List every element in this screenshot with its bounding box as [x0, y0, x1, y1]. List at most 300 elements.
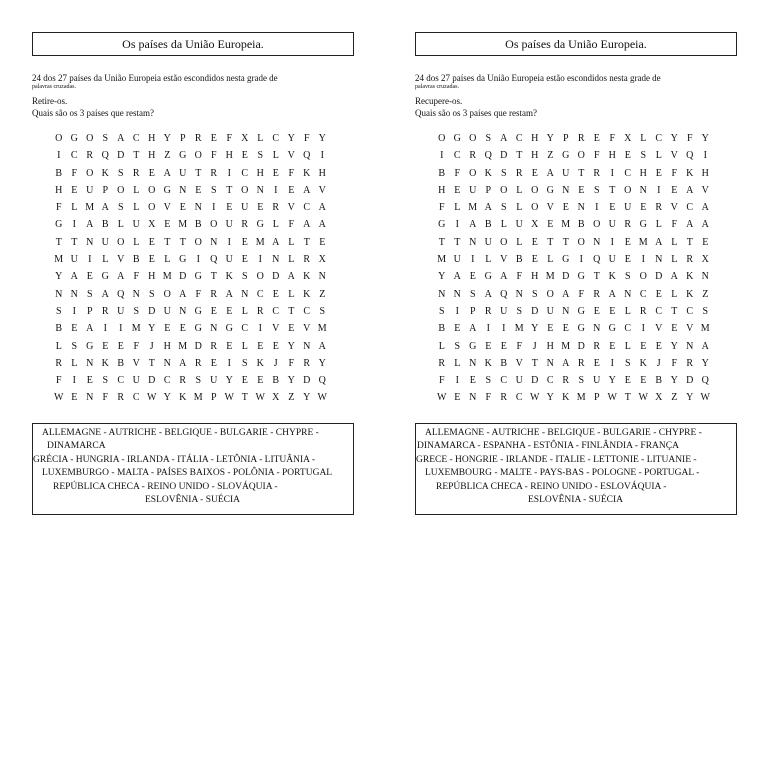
grid-cell: K: [484, 167, 492, 179]
grid-cell: F: [593, 150, 600, 162]
grid-row: [434, 254, 737, 271]
grid-cell: B: [438, 167, 446, 179]
grid-cell: M: [514, 323, 524, 335]
grid-cell: N: [194, 202, 202, 214]
grid-cell: P: [485, 184, 492, 196]
grid-cell: S: [117, 167, 124, 179]
grid-cell: N: [453, 288, 461, 300]
grid-cell: L: [133, 184, 140, 196]
grid-cell: A: [655, 236, 663, 248]
grid-cell: L: [547, 254, 554, 266]
word-list-line: LUXEMBURGO - MALTA - PAÍSES BAIXOS - POLÔNIA - PORTUGAL: [42, 468, 333, 479]
grid-cell: T: [55, 236, 62, 248]
grid-row: [51, 375, 354, 392]
grid-cell: R: [179, 375, 187, 387]
grid-row: [434, 150, 737, 167]
grid-cell: E: [531, 236, 538, 248]
grid-cell: E: [241, 375, 248, 387]
grid-cell: U: [515, 219, 523, 231]
grid-cell: E: [578, 184, 585, 196]
grid-cell: O: [577, 236, 585, 248]
grid-cell: S: [210, 184, 217, 196]
grid-cell: N: [469, 392, 477, 404]
grid-cell: R: [101, 305, 109, 317]
grid-cell: E: [272, 340, 279, 352]
grid-cell: E: [624, 236, 631, 248]
grid-cell: E: [164, 219, 171, 231]
grid-cell: E: [671, 184, 678, 196]
grid-cell: P: [102, 184, 109, 196]
grid-cell: A: [318, 340, 326, 352]
grid-cell: E: [702, 236, 709, 248]
grid-row: [51, 254, 354, 271]
grid-cell: L: [485, 254, 492, 266]
grid-cell: E: [226, 305, 233, 317]
grid-row: [51, 133, 354, 150]
grid-cell: C: [639, 288, 647, 300]
grid-cell: F: [516, 340, 523, 352]
grid-cell: C: [686, 305, 694, 317]
grid-cell: Y: [670, 340, 678, 352]
grid-cell: F: [485, 392, 492, 404]
word-list-line: REPÚBLICA CHECA - REINO UNIDO - SLOVÁQUIA -: [53, 481, 278, 492]
word-list-line: GRECE - HONGRIE - IRLANDE - ITALIE - LETTONIE - LITUANIE -: [416, 454, 697, 465]
grid-cell: V: [287, 202, 295, 214]
grid-cell: T: [547, 236, 554, 248]
grid-cell: C: [241, 167, 249, 179]
grid-cell: L: [288, 288, 295, 300]
grid-cell: L: [516, 184, 523, 196]
grid-cell: P: [469, 305, 476, 317]
grid-cell: R: [241, 219, 249, 231]
grid-row: [51, 358, 354, 375]
letter-grid: [51, 133, 354, 410]
grid-cell: H: [148, 150, 156, 162]
grid-row: [434, 185, 737, 202]
grid-cell: O: [639, 271, 647, 283]
grid-cell: Q: [593, 254, 601, 266]
grid-cell: O: [86, 167, 94, 179]
grid-cell: L: [671, 236, 678, 248]
grid-cell: B: [655, 375, 663, 387]
grid-cell: F: [195, 288, 202, 300]
grid-cell: P: [210, 392, 217, 404]
grid-cell: R: [210, 167, 218, 179]
grid-cell: T: [562, 236, 569, 248]
grid-cell: B: [484, 219, 492, 231]
grid-cell: U: [500, 305, 508, 317]
grid-cell: O: [117, 236, 125, 248]
grid-cell: I: [595, 202, 599, 214]
grid-row: [434, 202, 737, 219]
grid-cell: Z: [319, 288, 326, 300]
grid-cell: C: [686, 202, 694, 214]
grid-cell: M: [193, 392, 203, 404]
grid-cell: N: [562, 184, 570, 196]
grid-cell: Y: [670, 375, 678, 387]
grid-cell: U: [225, 254, 233, 266]
word-list-line: REPÚBLICA CHECA - REINO UNIDO - ESLOVÁQUIA -: [436, 481, 667, 492]
grid-cell: K: [303, 167, 311, 179]
grid-cell: S: [86, 288, 93, 300]
grid-cell: V: [701, 184, 709, 196]
grid-cell: I: [610, 167, 614, 179]
grid-cell: K: [639, 357, 647, 369]
grid-cell: L: [454, 202, 461, 214]
grid-cell: S: [640, 150, 647, 162]
grid-row: [434, 392, 737, 409]
grid-cell: C: [256, 288, 264, 300]
grid-cell: E: [195, 184, 202, 196]
grid-cell: P: [593, 392, 600, 404]
grid-cell: T: [179, 236, 186, 248]
grid-cell: R: [577, 357, 585, 369]
grid-cell: F: [438, 202, 445, 214]
word-list-line: DINAMARCA: [47, 441, 106, 452]
grid-cell: L: [71, 357, 78, 369]
grid-cell: R: [210, 288, 218, 300]
intro-text-small: palavras cruzadas.: [32, 84, 76, 90]
grid-cell: A: [179, 288, 187, 300]
grid-cell: R: [515, 167, 523, 179]
grid-cell: S: [500, 167, 507, 179]
grid-cell: E: [117, 340, 124, 352]
grid-cell: Y: [531, 323, 539, 335]
grid-cell: V: [163, 202, 171, 214]
grid-cell: I: [471, 254, 475, 266]
grid-cell: Z: [164, 150, 171, 162]
grid-cell: L: [516, 202, 523, 214]
grid-cell: A: [701, 340, 709, 352]
grid-cell: T: [593, 271, 600, 283]
grid-cell: E: [241, 150, 248, 162]
grid-cell: L: [241, 305, 248, 317]
grid-row: [434, 358, 737, 375]
grid-row: [434, 219, 737, 236]
grid-cell: M: [468, 202, 478, 214]
grid-cell: S: [71, 340, 78, 352]
grid-row: [51, 168, 354, 185]
grid-cell: G: [194, 271, 202, 283]
word-list: [415, 423, 737, 515]
grid-row: [51, 237, 354, 254]
grid-cell: G: [86, 340, 94, 352]
grid-cell: Y: [318, 133, 326, 144]
grid-cell: I: [610, 236, 614, 248]
grid-cell: L: [655, 150, 662, 162]
instruction-line-1: Recupere-os.: [415, 96, 463, 106]
grid-cell: G: [225, 323, 233, 335]
grid-cell: F: [288, 167, 295, 179]
grid-cell: I: [455, 375, 459, 387]
grid-cell: M: [545, 271, 555, 283]
grid-cell: F: [671, 167, 678, 179]
grid-row: [51, 185, 354, 202]
grid-cell: E: [500, 340, 507, 352]
grid-cell: F: [438, 375, 445, 387]
grid-cell: R: [593, 340, 601, 352]
grid-cell: Q: [101, 150, 109, 162]
grid-cell: Y: [287, 133, 295, 144]
grid-cell: I: [274, 184, 278, 196]
grid-cell: I: [486, 323, 490, 335]
grid-cell: G: [438, 219, 446, 231]
grid-cell: R: [272, 202, 280, 214]
grid-cell: E: [562, 323, 569, 335]
grid-cell: Q: [318, 375, 326, 387]
grid-cell: R: [624, 219, 632, 231]
grid-cell: I: [641, 323, 645, 335]
grid-row: [51, 219, 354, 236]
grid-cell: R: [469, 150, 477, 162]
grid-cell: Y: [701, 133, 709, 144]
grid-cell: E: [210, 357, 217, 369]
grid-cell: G: [608, 323, 616, 335]
grid-cell: J: [532, 340, 537, 352]
grid-cell: G: [453, 133, 461, 144]
grid-cell: G: [256, 219, 264, 231]
grid-cell: H: [639, 167, 647, 179]
grid-cell: Y: [148, 323, 156, 335]
intro-text: 24 dos 27 países da União Europeia estão escondidos nesta grade de: [415, 73, 661, 83]
grid-row: [434, 306, 737, 323]
grid-cell: A: [318, 202, 326, 214]
grid-cell: G: [194, 305, 202, 317]
grid-cell: U: [117, 305, 125, 317]
worksheet-title: Os países da União Europeia.: [32, 32, 354, 56]
grid-cell: Q: [500, 288, 508, 300]
grid-cell: I: [103, 323, 107, 335]
grid-cell: T: [686, 236, 693, 248]
grid-cell: O: [148, 184, 156, 196]
grid-cell: U: [469, 184, 477, 196]
grid-row: [434, 341, 737, 358]
intro-text: 24 dos 27 países da União Europeia estão escondidos nesta grade de: [32, 73, 278, 83]
grid-cell: W: [638, 392, 648, 404]
grid-cell: C: [515, 133, 523, 144]
grid-cell: T: [241, 392, 248, 404]
grid-row: [51, 306, 354, 323]
grid-cell: S: [319, 305, 326, 317]
grid-row: [434, 133, 737, 150]
grid-cell: A: [117, 271, 125, 283]
grid-cell: U: [179, 167, 187, 179]
grid-cell: A: [86, 219, 94, 231]
grid-cell: Y: [55, 271, 63, 283]
grid-cell: M: [85, 202, 95, 214]
grid-cell: W: [700, 392, 710, 404]
grid-cell: M: [131, 323, 141, 335]
letter-grid: [434, 133, 737, 410]
grid-cell: G: [469, 340, 477, 352]
grid-cell: E: [210, 133, 217, 144]
grid-cell: T: [288, 305, 295, 317]
grid-cell: U: [608, 219, 616, 231]
grid-cell: Y: [163, 392, 171, 404]
grid-cell: C: [132, 392, 140, 404]
grid-cell: V: [546, 202, 554, 214]
grid-cell: U: [225, 219, 233, 231]
grid-cell: L: [133, 236, 140, 248]
grid-cell: B: [272, 375, 280, 387]
grid-cell: G: [577, 305, 585, 317]
grid-cell: R: [686, 254, 694, 266]
grid-cell: L: [272, 150, 279, 162]
grid-cell: Y: [287, 375, 295, 387]
grid-cell: N: [86, 236, 94, 248]
grid-cell: K: [686, 288, 694, 300]
grid-cell: K: [608, 271, 616, 283]
grid-cell: B: [117, 357, 125, 369]
grid-cell: G: [562, 254, 570, 266]
grid-cell: N: [210, 236, 218, 248]
grid-cell: E: [71, 392, 78, 404]
grid-cell: A: [701, 219, 709, 231]
grid-cell: R: [500, 392, 508, 404]
grid-cell: I: [455, 219, 459, 231]
grid-cell: I: [455, 305, 459, 317]
grid-cell: E: [531, 167, 538, 179]
grid-row: [434, 168, 737, 185]
grid-row: [434, 289, 737, 306]
grid-cell: C: [624, 167, 632, 179]
grid-cell: D: [686, 375, 694, 387]
grid-cell: Y: [287, 340, 295, 352]
grid-cell: P: [86, 305, 93, 317]
grid-cell: O: [163, 288, 171, 300]
grid-cell: K: [101, 357, 109, 369]
grid-cell: I: [72, 375, 76, 387]
grid-cell: J: [656, 357, 661, 369]
grid-cell: L: [257, 133, 264, 144]
grid-cell: L: [272, 219, 279, 231]
grid-cell: Y: [225, 375, 233, 387]
grid-cell: R: [194, 133, 202, 144]
grid-cell: H: [531, 271, 539, 283]
grid-cell: A: [318, 219, 326, 231]
grid-cell: O: [55, 133, 63, 144]
grid-cell: R: [655, 202, 663, 214]
grid-cell: I: [641, 254, 645, 266]
grid-cell: A: [272, 236, 280, 248]
grid-cell: T: [133, 150, 140, 162]
grid-cell: H: [148, 133, 156, 144]
grid-cell: E: [624, 150, 631, 162]
grid-cell: G: [179, 150, 187, 162]
grid-cell: Z: [671, 392, 678, 404]
grid-cell: I: [88, 254, 92, 266]
grid-row: [51, 271, 354, 288]
grid-cell: E: [640, 202, 647, 214]
grid-cell: I: [196, 254, 200, 266]
grid-cell: T: [516, 150, 523, 162]
grid-cell: S: [55, 305, 62, 317]
grid-cell: N: [562, 305, 570, 317]
grid-cell: Q: [701, 375, 709, 387]
grid-cell: I: [227, 357, 231, 369]
grid-row: [51, 392, 354, 409]
grid-cell: E: [609, 340, 616, 352]
grid-cell: D: [148, 305, 156, 317]
grid-cell: S: [257, 150, 264, 162]
grid-cell: B: [515, 254, 523, 266]
grid-cell: E: [257, 340, 264, 352]
grid-cell: L: [288, 236, 295, 248]
grid-cell: M: [162, 271, 172, 283]
grid-cell: F: [516, 271, 523, 283]
grid-cell: S: [454, 340, 461, 352]
grid-cell: E: [547, 219, 554, 231]
grid-cell: H: [163, 340, 171, 352]
grid-cell: F: [454, 167, 461, 179]
grid-cell: L: [624, 305, 631, 317]
grid-cell: L: [164, 254, 171, 266]
grid-cell: B: [55, 167, 63, 179]
instructions: [415, 95, 737, 119]
grid-cell: N: [701, 271, 709, 283]
grid-cell: K: [686, 167, 694, 179]
intro-text-small: palavras cruzadas.: [415, 84, 459, 90]
grid-cell: M: [178, 219, 188, 231]
grid-cell: A: [453, 271, 461, 283]
grid-cell: G: [163, 184, 171, 196]
grid-cell: K: [256, 357, 264, 369]
grid-cell: M: [317, 323, 327, 335]
grid-cell: F: [55, 202, 62, 214]
grid-cell: O: [624, 184, 632, 196]
grid-cell: G: [70, 133, 78, 144]
grid-cell: R: [438, 357, 446, 369]
grid-cell: H: [148, 271, 156, 283]
grid-cell: F: [133, 271, 140, 283]
grid-cell: S: [117, 202, 124, 214]
grid-cell: E: [609, 305, 616, 317]
grid-cell: N: [55, 288, 63, 300]
grid-cell: S: [102, 375, 109, 387]
grid-cell: F: [686, 133, 693, 144]
grid-cell: A: [101, 288, 109, 300]
grid-cell: A: [303, 184, 311, 196]
grid-cell: O: [577, 150, 585, 162]
grid-cell: Y: [546, 392, 554, 404]
grid-cell: E: [624, 375, 631, 387]
instruction-line-2: Quais são os 3 países que restam?: [32, 108, 154, 118]
grid-cell: P: [179, 133, 186, 144]
grid-cell: T: [226, 184, 233, 196]
grid-cell: T: [609, 184, 616, 196]
grid-cell: U: [132, 219, 140, 231]
grid-cell: D: [194, 340, 202, 352]
grid-cell: C: [500, 375, 508, 387]
grid-cell: V: [318, 184, 326, 196]
grid-cell: X: [655, 392, 663, 404]
grid-cell: C: [303, 202, 311, 214]
grid-cell: E: [241, 236, 248, 248]
grid-cell: G: [55, 219, 63, 231]
grid-cell: A: [86, 323, 94, 335]
grid-cell: V: [670, 202, 678, 214]
grid-cell: E: [593, 357, 600, 369]
grid-cell: I: [72, 305, 76, 317]
grid-cell: F: [671, 357, 678, 369]
grid-cell: E: [164, 323, 171, 335]
grid-cell: E: [547, 323, 554, 335]
grid-cell: O: [148, 202, 156, 214]
grid-cell: E: [210, 305, 217, 317]
grid-cell: M: [638, 236, 648, 248]
grid-cell: A: [303, 219, 311, 231]
grid-row: [51, 323, 354, 340]
